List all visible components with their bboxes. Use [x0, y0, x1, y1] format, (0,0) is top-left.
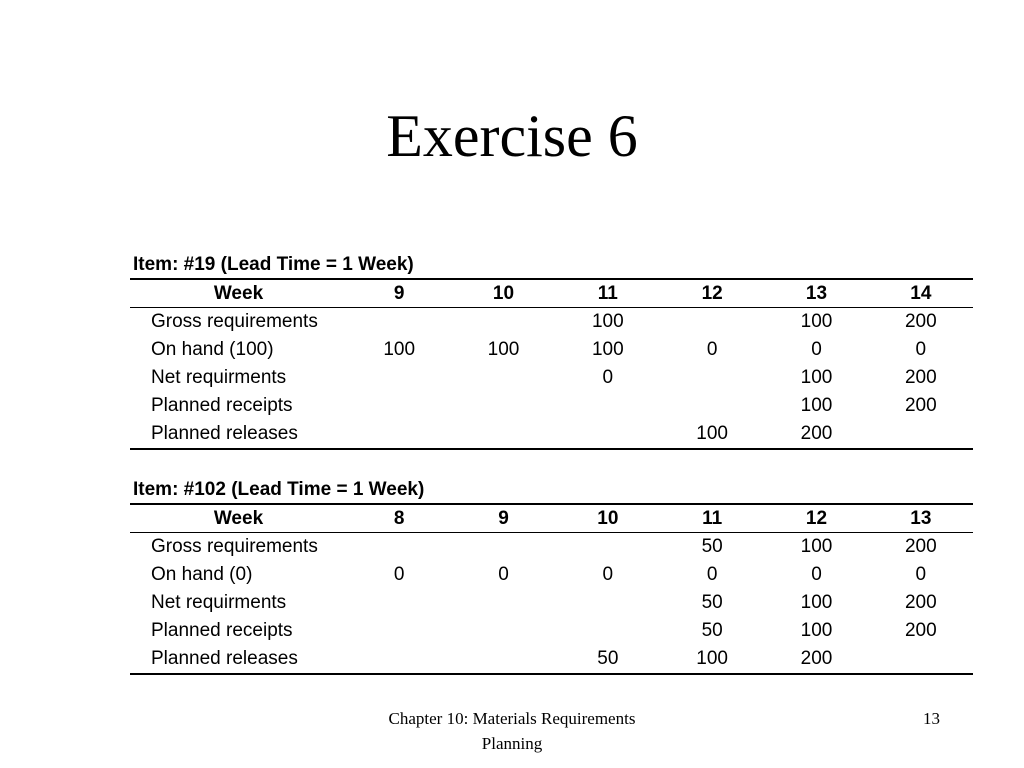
table-cell: 50 [701, 620, 723, 641]
table-cell: 0 [915, 564, 927, 585]
table-cell: 100 [696, 423, 728, 444]
table-cell: 200 [904, 536, 937, 557]
table-cell [451, 589, 555, 617]
row-label: Net requirments [151, 367, 287, 388]
table-row [130, 561, 973, 589]
table-cell: 200 [800, 648, 833, 669]
table-cell: 50 [597, 648, 619, 669]
table-cell [660, 364, 764, 392]
table-cell: 200 [904, 620, 937, 641]
table-cell [660, 392, 764, 420]
table-row [130, 308, 973, 337]
week-column-header: 11 [597, 283, 618, 304]
table-cell [869, 420, 973, 449]
table-header-row [130, 279, 973, 308]
week-column-header: 11 [702, 508, 723, 529]
week-header: Week [213, 508, 264, 529]
table-row [130, 420, 973, 449]
table-cell [451, 617, 555, 645]
table-cell: 0 [811, 339, 822, 360]
table-cell: 0 [915, 339, 927, 360]
mrp-table-item-19 [130, 252, 973, 450]
table-cell [556, 589, 660, 617]
table-cell [347, 420, 451, 449]
week-column-header: 10 [597, 508, 619, 529]
row-label: Planned receipts [151, 620, 293, 641]
table-cell: 100 [800, 367, 833, 388]
week-column-header: 12 [701, 283, 723, 304]
table-cell: 100 [800, 620, 833, 641]
mrp-table [130, 278, 973, 450]
mrp-table-item-102 [130, 477, 973, 675]
table-cell: 200 [904, 367, 937, 388]
week-column-header: 12 [805, 508, 828, 529]
row-label: On hand (100) [151, 339, 274, 360]
footer-chapter-line: Chapter 10: Materials Requirements [388, 709, 636, 728]
table-cell [869, 645, 973, 674]
footer-chapter-line: Planning [481, 734, 543, 753]
table-cell: 100 [487, 339, 520, 360]
table-cell [451, 364, 555, 392]
table-header-row [130, 504, 973, 533]
table-cell: 0 [706, 339, 718, 360]
table-row [130, 589, 973, 617]
page-number: 13 [923, 709, 940, 728]
table-row [130, 617, 973, 645]
footer-chapter-title [352, 706, 672, 756]
table-row [130, 364, 973, 392]
table-row [130, 645, 973, 674]
row-label: Net requirments [151, 592, 287, 613]
table-cell: 0 [811, 564, 822, 585]
table-cell [347, 364, 451, 392]
table-cell: 100 [800, 536, 833, 557]
table-cell: 50 [701, 592, 723, 613]
table-cell [347, 589, 451, 617]
week-column-header: 13 [805, 283, 828, 304]
week-column-header: 10 [492, 283, 515, 304]
table-cell [556, 392, 660, 420]
table-caption: Item: #19 (Lead Time = 1 Week) [133, 254, 414, 275]
table-cell [347, 308, 451, 337]
row-label: Planned releases [151, 423, 298, 444]
table-row [130, 533, 973, 562]
table-cell: 0 [602, 367, 614, 388]
table-cell: 200 [904, 592, 937, 613]
table-cell: 200 [800, 423, 833, 444]
table-cell [347, 645, 451, 674]
table-cell [451, 645, 555, 674]
table-caption: Item: #102 (Lead Time = 1 Week) [133, 479, 425, 500]
table-cell: 100 [591, 339, 624, 360]
table-cell [451, 392, 555, 420]
row-label: Gross requirements [151, 311, 318, 332]
table-cell: 0 [393, 564, 405, 585]
table-cell: 200 [904, 311, 937, 332]
table-cell [347, 617, 451, 645]
table-cell: 100 [591, 311, 624, 332]
table-cell [451, 533, 555, 562]
table-cell [556, 420, 660, 449]
week-column-header: 9 [498, 508, 509, 529]
table-cell: 0 [602, 564, 614, 585]
table-cell [347, 533, 451, 562]
table-cell: 100 [383, 339, 416, 360]
table-cell: 200 [904, 395, 937, 416]
mrp-table [130, 503, 973, 675]
table-cell: 100 [800, 395, 833, 416]
table-cell: 50 [701, 536, 723, 557]
table-cell: 100 [696, 648, 728, 669]
table-cell [556, 533, 660, 562]
table-cell: 0 [498, 564, 509, 585]
table-cell: 0 [706, 564, 718, 585]
week-header: Week [213, 283, 264, 304]
table-cell [347, 392, 451, 420]
slide-title: Exercise 6 [386, 103, 638, 169]
row-label: Planned receipts [151, 395, 293, 416]
week-column-header: 9 [393, 283, 405, 304]
row-label: Gross requirements [151, 536, 318, 557]
row-label: On hand (0) [151, 564, 253, 585]
week-column-header: 8 [393, 508, 405, 529]
table-cell [556, 617, 660, 645]
table-cell [451, 308, 555, 337]
week-column-header: 14 [910, 283, 932, 304]
table-cell [451, 420, 555, 449]
table-row [130, 392, 973, 420]
table-row [130, 336, 973, 364]
week-column-header: 13 [910, 508, 932, 529]
table-cell [660, 308, 764, 337]
row-label: Planned releases [151, 648, 298, 669]
table-cell: 100 [800, 592, 833, 613]
table-cell: 100 [800, 311, 833, 332]
